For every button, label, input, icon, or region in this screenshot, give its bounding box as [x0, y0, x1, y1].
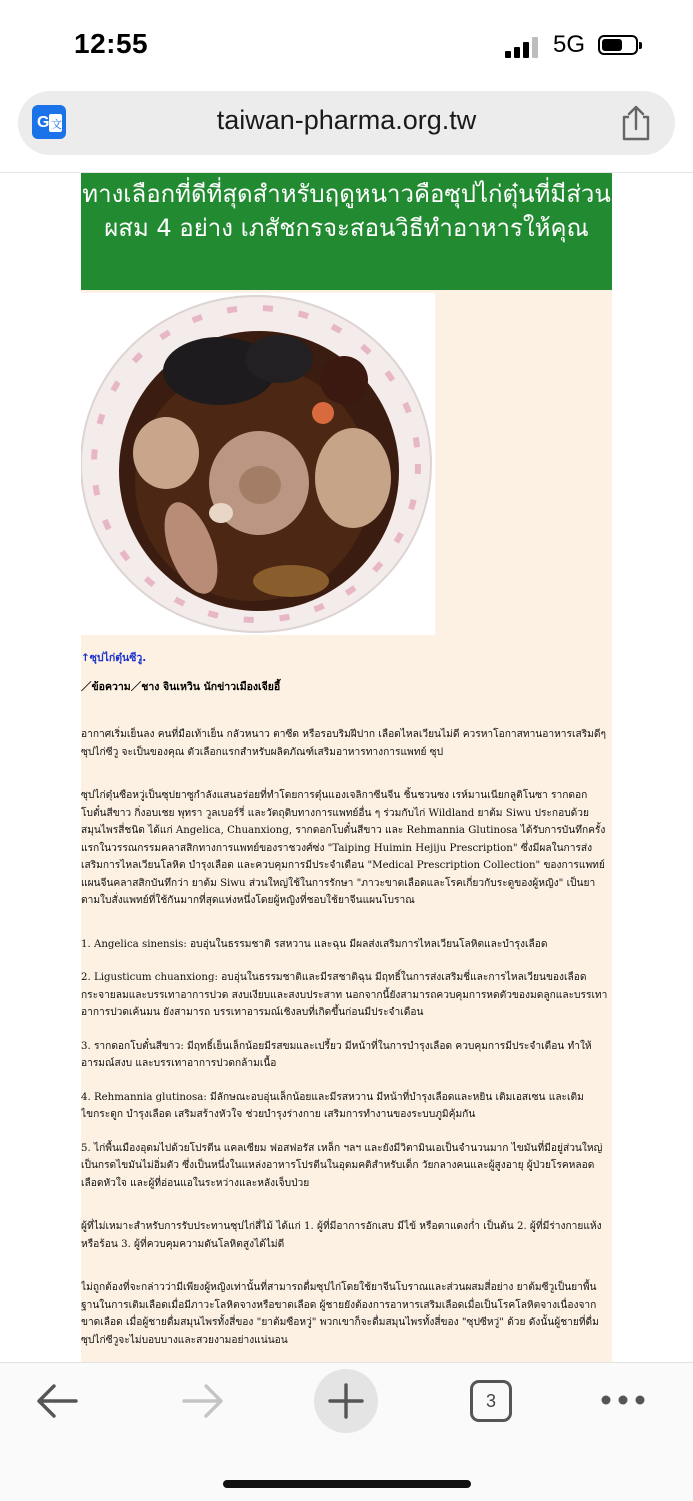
paragraph: 3. รากดอกโบตั๋นสีขาว: มีฤทธิ์เย็นเล็กน้อยมีรสขมและเปรี้ยว มีหน้าที่ในการบำรุงเลือด ควบคุมการมีประจำเดือน ทำให้อารมณ์สงบ และบรรเทาอาการปวดกล้ามเนื้อ [81, 1040, 592, 1069]
network-type: 5G [553, 31, 586, 58]
paragraph: ผู้ที่ไม่เหมาะสำหรับการรับประทานซุปไก่สี่ไม้ ได้แก่ 1. ผู้ที่มีอาการอักเสบ มีไข้ หรือตาแดงก่ำ เป็นต้น 2. ผู้ที่มีร่างกายแห้งหรือร้อน 3. ผู้ที่ควบคุมความดันโลหิตสูงได้ไม่ดี [81, 1221, 602, 1250]
url-text[interactable]: taiwan-pharma.org.tw [216, 105, 477, 135]
more-options-icon[interactable] [600, 1393, 646, 1407]
soup-bowl-image [81, 293, 435, 635]
signal-icon [505, 36, 545, 58]
article-title: ทางเลือกที่ดีที่สุดสำหรับฤดูหนาวคือซุปไก่ตุ๋นที่มีส่วนผสม 4 อย่าง เภสัชกรจะสอนวิธีทำอาหารให้คุณ [81, 173, 612, 290]
forward-arrow-icon[interactable] [180, 1381, 226, 1421]
paragraph: ไม่ถูกต้องที่จะกล่าวว่ามีเพียงผู้หญิงเท่านั้นที่สามารถดื่มซุปไก่โดยใช้ยาจีนโบราณและส่วนผสมสี่อย่าง ยาต้มซีวูเป็นยาพื้นฐานในการเติมเลือดเมื่อมีภาวะโลหิตจางหรือขาดเลือด ผู้ชายยังต้องการอาหารเสริมเลือดเมื่อเป็นโรคโลหิตจางเนื่องจากขาดเลือด เมื่อผู้ชายดื่มสมุนไพรทั้งสี่ของ "ยาต้มซือหวู่" พวกเขาก็จะดื่มสมุนไพรทั้งสี่ของ "ซุปซีหวู่" ด้วย ดังนั้นผู้ชายที่ดื่มซุปไก่ซีวูจะไม่บอบบางและสวยงามอย่างแน่นอน [81, 1282, 599, 1346]
address-bar[interactable] [18, 91, 675, 155]
paragraph: 5. ไก่พื้นเมืองอุดมไปด้วยโปรตีน แคลเซียม ฟอสฟอรัส เหล็ก ฯลฯ และยังมีวิตามินเอเป็นจำนวนมาก ไขมันที่มีอยู่ส่วนใหญ่เป็นกรดไขมันไม่อิ่มตัว ซึ่งเป็นหนึ่งในแหล่งอาหารโปรตีนในอุดมคติสำหรับเด็ก วัยกลางคนและผู้สูงอายุ ผู้ป่วยโรคหลอดเลือดหัวใจ และผู้ที่อ่อนแอในระหว่างและหลังเจ็บป่วย [81, 1142, 603, 1189]
svg-text:G: G [37, 114, 50, 131]
paragraph: อากาศเริ่มเย็นลง คนที่มือเท้าเย็น กลัวหนาว ตาซีด หรือรอบริมฝีปาก เลือดไหลเวียนไม่ดี ควรหาโอกาสทานอาหารเสริมดีๆ ซุปไก่ซีวู จะเป็นของคุณ ตัวเลือกแรกสำหรับผลิตภัณฑ์เสริมอาหารทางการแพทย์ ซุป [81, 729, 606, 758]
article-body [81, 726, 612, 1362]
paragraph: 1. Angelica sinensis: อบอุ่นในธรรมชาติ รสหวาน และฉุน มีผลส่งเสริมการไหลเวียนโลหิตและบำรุงเลือด [81, 938, 548, 950]
browser-toolbar [0, 1362, 693, 1501]
back-arrow-icon[interactable] [34, 1381, 80, 1421]
tab-switcher-button[interactable]: 3 [470, 1380, 512, 1422]
svg-text:文: 文 [51, 118, 62, 131]
paragraph: 2. Ligusticum chuanxiong: อบอุ่นในธรรมชาติและมีรสชาติฉุน มีฤทธิ์ในการส่งเสริมชี่และการไหลเวียนของเลือด กระจายลมและบรรเทาอาการปวด สงบเงียบและสงบประสาท นอกจากนี้ยังสามารถควบคุมการหดตัวของมดลูกและบรรเทาอาการปวดเค้นมน ยังสามารถ บรรเทาอารมณ์เชิงลบที่เกิดขึ้นก่อนมีประจำเดือน [81, 972, 608, 1018]
battery-icon [598, 35, 638, 55]
status-bar [0, 0, 693, 90]
share-icon[interactable] [619, 105, 653, 141]
paragraph: 4. Rehmannia glutinosa: มีลักษณะอบอุ่นเล็กน้อยและมีรสหวาน มีหน้าที่บำรุงเลือดและหยิน เติมเอสเซน และเติมไขกระดูก บำรุงเลือด เสริมสร้างหัวใจ ช่วยบำรุงร่างกาย เสริมการทำงานของระบบภูมิคุ้มกัน [81, 1091, 584, 1120]
web-page-content [81, 173, 612, 1362]
soup-photo [81, 293, 435, 635]
home-indicator [223, 1480, 471, 1488]
clock: 12:55 [74, 28, 149, 59]
image-caption: ↑ซุปไก่ตุ๋นซีวู. [81, 652, 147, 664]
plus-icon [314, 1369, 378, 1433]
new-tab-button[interactable] [314, 1369, 378, 1433]
byline: ／ข้อความ／ชาง จินเหวิน นักข่าวเมืองเจียอี้ [81, 681, 281, 693]
paragraph: ซุปไก่ตุ๋นซือหวู่เป็นซุปยาซูกำลังแสนอร่อยที่ทำโดยการตุ๋นแองเจลิกาซีนจีน ชิ้นชวนซง เรห์มานเนียกลูติโนซา รากดอกโบตั๋นสีขาว กิ่งอบเชย พุทรา วูลเบอร์รี่ และวัตถุดิบทางการแพทย์อื่น ๆ ร่วมกับไก่ Wildland ยาต้ม Siwu ประกอบด้วยสมุนไพรสี่ชนิด ได้แก่ Angelica, Chuanxiong, รากดอกโบตั๋นสีขาว และ Rehmannia Glutinosa ได้รับการบันทึกครั้งแรกในวรรณกรรมคลาสสิกทางการแพทย์ของราชวงศ์ซ่ง "Taiping Huimin Hejiju Prescription" ซึ่งมีผลในการส่งเสริมการไหลเวียนโลหิต บำรุงเลือด และควบคุมการมีประจำเดือน "Medical Prescription Collection" ของการแพทย์แผนจีนคลาสสิกบันทึกว่า ยาต้ม Siwu ส่วนใหญ่ใช้ในการรักษา "ภาวะขาดเลือดและโรคเกี่ยวกับระดูของผู้หญิง" เป็นยาตามใบสั่งแพทย์ที่ใช้กันมากที่สุดแห่งหนึ่งโดยผู้หญิงที่ชอบใช้ยาจีนแผนโบราณ [81, 790, 606, 906]
